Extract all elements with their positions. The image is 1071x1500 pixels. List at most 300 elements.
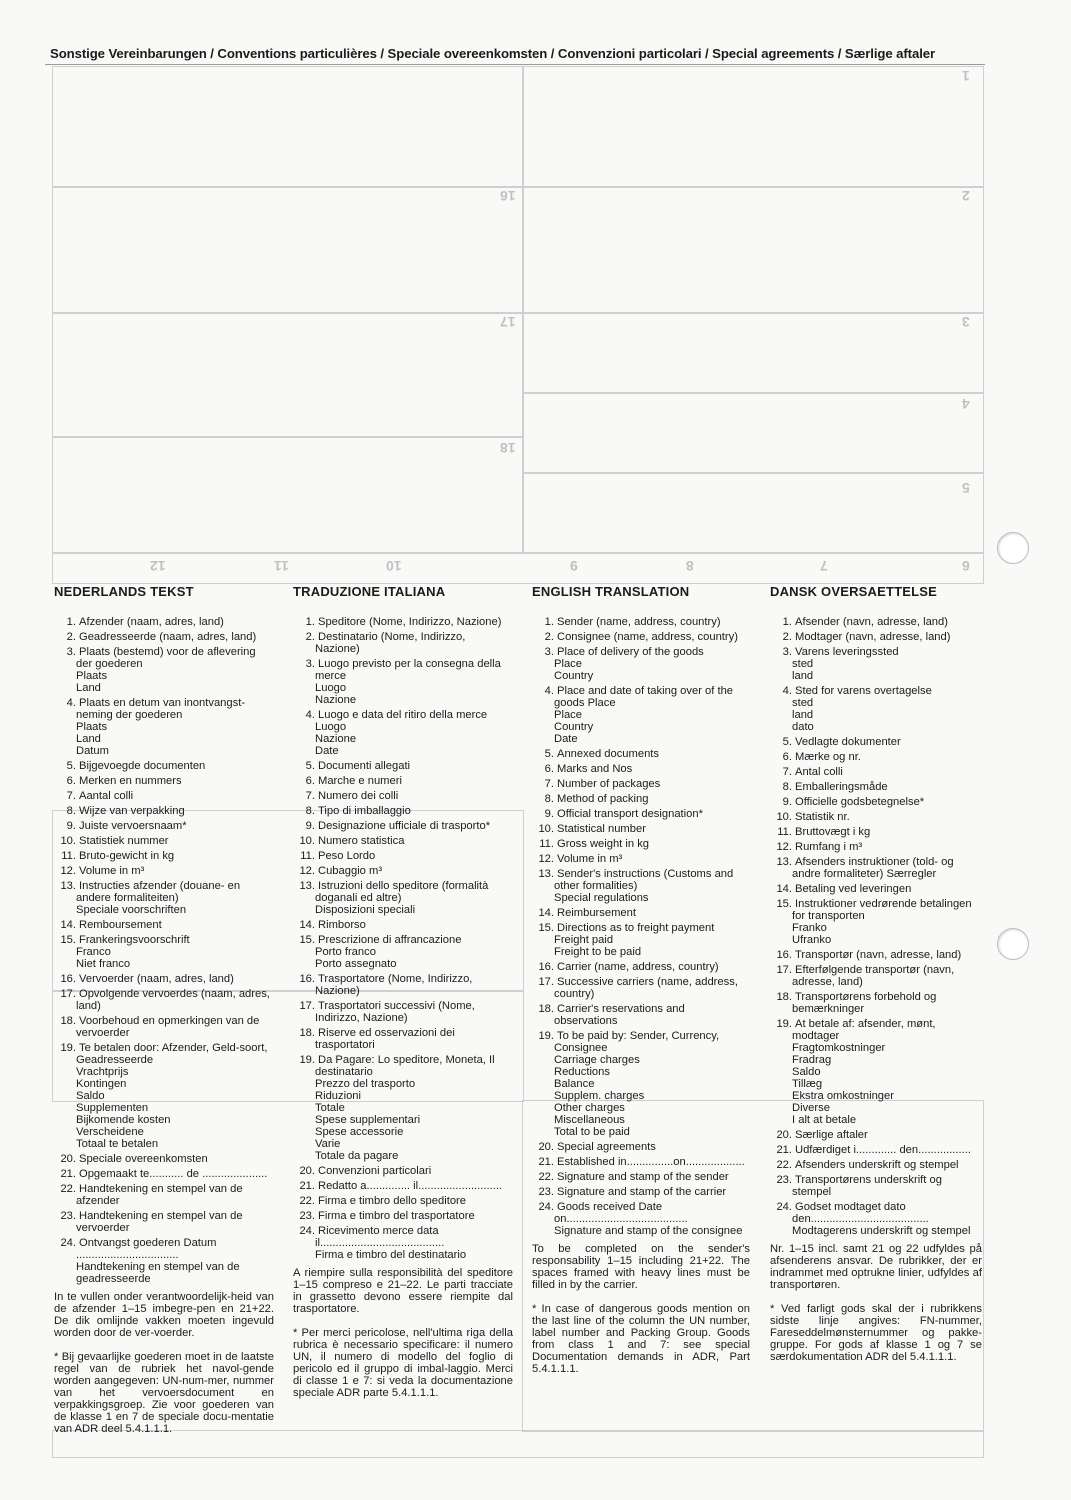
field-number: 7. (305, 790, 315, 802)
field-item (770, 1018, 982, 1126)
field-number: 4. (305, 709, 315, 721)
field-label: Number of packages (557, 778, 661, 790)
responsibility-note: Nr. 1–15 incl. samt 21 og 22 udfyldes på afsenderens ansvar. De rubrikker, der er indrammet med optrukne linier, udfyldes af transportøren. (770, 1243, 982, 1291)
field-label: Frankeringsvoorschrift (79, 934, 190, 946)
field-number: 7. (66, 790, 76, 802)
field-item (770, 796, 982, 808)
field-sublabel: Fradrag (792, 1054, 832, 1066)
field-label: Remboursement (79, 919, 162, 931)
field-label: Plaats en detum van inontvangst-neming der goederen (76, 697, 246, 721)
field-sublabel: Special regulations (554, 892, 649, 904)
field-number: 17. (776, 964, 792, 976)
field-number: 23. (60, 1210, 76, 1222)
field-sublabel: Total to be paid (554, 1126, 630, 1138)
field-label: Luogo e data del ritiro della merce (318, 709, 488, 721)
field-sublabel: Spese accessorie (315, 1126, 404, 1138)
field-label: Transportørens underskrift og stempel (792, 1174, 942, 1198)
field-item (770, 685, 982, 733)
field-sublabel: Porto franco (315, 946, 376, 958)
field-item (770, 898, 982, 946)
field-number: 22. (60, 1183, 76, 1195)
field-item (293, 973, 513, 997)
field-item (532, 868, 750, 904)
field-item (293, 1054, 513, 1162)
field-number: 2. (66, 631, 76, 643)
field-number: 11. (61, 850, 76, 862)
field-label: Convenzioni particolari (318, 1165, 432, 1177)
field-sublabel: Saldo (792, 1066, 821, 1078)
field-label: Marks and Nos (557, 763, 633, 775)
field-number: 18. (776, 991, 792, 1003)
field-item (293, 1000, 513, 1024)
field-sublabel: Place (554, 709, 582, 721)
field-item (770, 766, 982, 778)
ghost-box-right-5 (522, 472, 984, 554)
field-item (54, 1042, 274, 1150)
field-number: 7. (544, 778, 554, 790)
field-number: 18. (538, 1003, 554, 1015)
field-number: 5. (782, 736, 792, 748)
field-sublabel: Varie (315, 1138, 341, 1150)
ghost-number: 9 (570, 558, 578, 574)
field-label: Statistiek nummer (79, 835, 169, 847)
field-label: Handtekening en stempel van de vervoerder (76, 1210, 243, 1234)
field-item (293, 934, 513, 970)
field-number: 2. (305, 631, 315, 643)
field-number: 2. (544, 631, 554, 643)
field-list (770, 616, 982, 1237)
ghost-box-17 (52, 312, 524, 438)
field-item (532, 922, 750, 958)
field-item (54, 616, 274, 628)
field-label: Ontvangst goederen Datum (79, 1237, 217, 1249)
field-sublabel: Date (315, 745, 339, 757)
dangerous-goods-footnote: * Bij gevaarlijke goederen moet in de laatste regel van de rubriek het navol-gende worden aangegeven: UN-num-mer, nummer van het vervoersdocument en verpakkingsgroep. Zie voor goederen van de klasse 1 en 7 de speciale docu-mentatie van ADR deel 5.4.1.1.1. (54, 1351, 274, 1435)
field-item (54, 850, 274, 862)
field-label: To be paid by: Sender, Currency, Consignee (554, 1030, 720, 1054)
field-sublabel: Supplem. charges (554, 1090, 645, 1102)
field-label: Riserve ed osservazioni dei trasportatori (315, 1027, 455, 1051)
field-label: Successive carriers (name, address, country) (554, 976, 738, 1000)
field-number: 8. (66, 805, 76, 817)
field-sublabel: Kontingen (76, 1078, 127, 1090)
field-item (532, 1003, 750, 1027)
ghost-box-top-left (52, 66, 524, 188)
field-item (532, 808, 750, 820)
field-item (293, 850, 513, 862)
field-label: Speditore (Nome, Indirizzo, Nazione) (318, 616, 502, 628)
field-item (770, 1174, 982, 1198)
field-number: 12. (538, 853, 554, 865)
field-item (293, 1210, 513, 1222)
field-sublabel: Nazione (315, 733, 357, 745)
field-number: 19. (60, 1042, 76, 1054)
field-sublabel: sted (792, 697, 814, 709)
field-item (54, 820, 274, 832)
field-label: Annexed documents (557, 748, 659, 760)
field-label: Afsender (navn, adresse, land) (795, 616, 948, 628)
header-divider (45, 64, 985, 65)
field-item (770, 1129, 982, 1141)
field-list (293, 616, 513, 1261)
field-sublabel: Verscheidene (76, 1126, 144, 1138)
field-item (293, 1180, 513, 1192)
field-label: Geadresseerde (naam, adres, land) (79, 631, 257, 643)
field-label: Transportør (navn, adresse, land) (795, 949, 962, 961)
field-label: Merken en nummers (79, 775, 182, 787)
ghost-number: 17 (500, 314, 516, 330)
field-number: 7. (782, 766, 792, 778)
field-item (770, 1159, 982, 1171)
field-sublabel: Totale da pagare (315, 1150, 399, 1162)
field-item (770, 736, 982, 748)
field-label: Signature and stamp of the carrier (557, 1186, 727, 1198)
field-sublabel: Luogo (315, 682, 347, 694)
field-sublabel: Supplementen (76, 1102, 149, 1114)
field-item (293, 820, 513, 832)
field-label: Istruzioni dello speditore (formalità doganali ed altre) (315, 880, 489, 904)
field-label: Vedlagte dokumenter (795, 736, 901, 748)
field-sublabel: Signature and stamp of the consignee (554, 1225, 743, 1237)
field-item (532, 1201, 750, 1237)
field-label: Volume in m³ (79, 865, 145, 877)
field-item (293, 1195, 513, 1207)
field-sublabel: Country (554, 721, 594, 733)
ghost-number: 10 (386, 558, 402, 574)
field-label: Te betalen door: Afzender, Geld-soort, Geadresseerde (76, 1042, 268, 1066)
field-item (293, 1165, 513, 1177)
field-item (770, 751, 982, 763)
field-label: Bruto-gewicht in kg (79, 850, 175, 862)
field-item (293, 919, 513, 931)
field-label: Efterfølgende transportør (navn, adresse, land) (792, 964, 955, 988)
field-number: 12. (776, 841, 792, 853)
field-number: 3. (782, 646, 792, 658)
field-label: Sender's instructions (Customs and other formalities) (554, 868, 734, 892)
responsibility-note: To be completed on the sender's responsability 1–15 including 21+22. The spaces framed with heavy lines must be filled in by the carrier. (532, 1243, 750, 1291)
field-sublabel: Franko (792, 922, 827, 934)
field-sublabel: ................................. (76, 1249, 179, 1261)
field-sublabel: den...................................... (792, 1213, 929, 1225)
field-sublabel: dato (792, 721, 814, 733)
field-label: Plaats (bestemd) voor de aflevering der goederen (76, 646, 256, 670)
ghost-box-18 (52, 436, 524, 554)
field-item (54, 805, 274, 817)
ghost-number: 11 (274, 558, 289, 574)
field-item (770, 781, 982, 793)
field-item (54, 1183, 274, 1207)
ghost-number: 2 (962, 188, 970, 204)
field-label: Marche e numeri (318, 775, 402, 787)
field-item (54, 880, 274, 916)
column-dansk (770, 586, 982, 1363)
field-item (54, 1168, 274, 1180)
field-sublabel: Balance (554, 1078, 595, 1090)
field-item (532, 823, 750, 835)
field-number: 1. (782, 616, 792, 628)
field-item (54, 865, 274, 877)
field-number: 6. (782, 751, 792, 763)
field-item (770, 883, 982, 895)
field-label: Destinatario (Nome, Indirizzo, Nazione) (315, 631, 466, 655)
field-label: Goods received Date (557, 1201, 663, 1213)
field-label: At betale af: afsender, mønt, modtager (792, 1018, 936, 1042)
field-label: Bruttovægt i kg (795, 826, 871, 838)
field-number: 16. (60, 973, 76, 985)
field-number: 10. (299, 835, 315, 847)
field-label: Varens leveringssted (795, 646, 899, 658)
field-item (532, 1186, 750, 1198)
field-number: 15. (776, 898, 792, 910)
field-number: 16. (538, 961, 554, 973)
column-italiana (293, 586, 513, 1399)
field-number: 10. (60, 835, 76, 847)
field-item (54, 1210, 274, 1234)
field-label: Carrier (name, address, country) (557, 961, 719, 973)
field-label: Statistik nr. (795, 811, 850, 823)
column-heading: NEDERLANDS TEKST (54, 584, 194, 599)
column-english (532, 586, 750, 1375)
punch-hole-upper (997, 532, 1029, 564)
field-item (293, 760, 513, 772)
field-number: 8. (544, 793, 554, 805)
ghost-band-goods (52, 552, 984, 584)
field-label: Peso Lordo (318, 850, 376, 862)
field-sublabel: Totale (315, 1102, 345, 1114)
field-item (54, 1237, 274, 1285)
field-number: 5. (544, 748, 554, 760)
field-number: 4. (66, 697, 76, 709)
field-label: Sted for varens overtagelse (795, 685, 932, 697)
ghost-number: 1 (962, 68, 970, 84)
field-label: Special agreements (557, 1141, 656, 1153)
field-number: 3. (66, 646, 76, 658)
field-label: Signature and stamp of the sender (557, 1171, 729, 1183)
field-number: 20. (60, 1153, 76, 1165)
field-label: Numero statistica (318, 835, 405, 847)
field-item (770, 1201, 982, 1237)
field-sublabel: Handtekening en stempel van de geadresseerde (76, 1261, 240, 1285)
field-label: Aantal colli (79, 790, 134, 802)
field-number: 23. (776, 1174, 792, 1186)
field-item (770, 856, 982, 880)
field-number: 24. (60, 1237, 76, 1249)
field-item (54, 973, 274, 985)
field-number: 14. (60, 919, 76, 931)
field-item (293, 865, 513, 877)
field-number: 23. (538, 1186, 554, 1198)
field-sublabel: Date (554, 733, 578, 745)
field-sublabel: Ufranko (792, 934, 832, 946)
field-number: 21. (538, 1156, 554, 1168)
field-sublabel: Franco (76, 946, 111, 958)
field-number: 8. (782, 781, 792, 793)
field-item (293, 1225, 513, 1261)
field-label: Firma e timbro dello speditore (318, 1195, 466, 1207)
field-number: 21. (776, 1144, 792, 1156)
field-item (770, 949, 982, 961)
field-item (54, 760, 274, 772)
field-label: Redatto a.............. il........................... (318, 1180, 503, 1192)
field-sublabel: Plaats (76, 721, 108, 733)
field-item (770, 646, 982, 682)
punch-hole-lower (997, 928, 1029, 960)
field-list (54, 616, 274, 1285)
field-number: 21. (60, 1168, 76, 1180)
field-number: 4. (544, 685, 554, 697)
ghost-number: 7 (820, 558, 828, 574)
field-number: 19. (299, 1054, 315, 1066)
field-item (54, 631, 274, 643)
field-label: Place and date of taking over of the goods Place (554, 685, 734, 709)
field-number: 2. (782, 631, 792, 643)
field-number: 1. (66, 616, 76, 628)
field-label: Mærke og nr. (795, 751, 861, 763)
field-number: 4. (782, 685, 792, 697)
field-label: Instructies afzender (douane- en andere formaliteiten) (76, 880, 241, 904)
field-item (770, 826, 982, 838)
field-item (532, 853, 750, 865)
ghost-number: 5 (962, 480, 970, 496)
dangerous-goods-footnote: * Per merci pericolose, nell'ultima riga della rubrica è necessario specificare: il numero UN, il numero di modello del foglio di pericolo ed il gruppo di imbal-laggio. Merci di classe 1 e 7: si veda la documentazione speciale ADR parte 5.4.1.1.1. (293, 1327, 513, 1399)
field-number: 22. (776, 1159, 792, 1171)
field-item (293, 658, 513, 706)
field-number: 8. (305, 805, 315, 817)
field-number: 17. (60, 988, 76, 1000)
ghost-number: 6 (962, 558, 970, 574)
field-label: Wijze van verpakking (79, 805, 185, 817)
field-label: Speciale overeenkomsten (79, 1153, 208, 1165)
field-number: 24. (776, 1201, 792, 1213)
column-heading: DANSK OVERSAETTELSE (770, 584, 938, 599)
field-label: Da Pagare: Lo speditore, Moneta, Il destinatario (315, 1054, 495, 1078)
field-label: Bijgevoegde documenten (79, 760, 206, 772)
field-label: Emballeringsmåde (795, 781, 888, 793)
field-label: Firma e timbro del trasportatore (318, 1210, 475, 1222)
field-label: Betaling ved leveringen (795, 883, 912, 895)
field-label: Opvolgende vervoerdes (naam, adres, land) (76, 988, 270, 1012)
field-item (770, 841, 982, 853)
column-heading: ENGLISH TRANSLATION (532, 584, 690, 599)
ghost-box-right-top (522, 66, 984, 188)
field-item (770, 991, 982, 1015)
field-item (770, 1144, 982, 1156)
field-number: 11. (777, 826, 792, 838)
field-sublabel: Luogo (315, 721, 347, 733)
field-number: 15. (60, 934, 76, 946)
field-sublabel: Modtagerens underskrift og stempel (792, 1225, 971, 1237)
field-sublabel: Bijkomende kosten (76, 1114, 171, 1126)
field-item (54, 1015, 274, 1039)
field-item (293, 616, 513, 628)
field-sublabel: Fragtomkostninger (792, 1042, 886, 1054)
field-item (54, 646, 274, 694)
page-title: Sonstige Vereinbarungen / Conventions particulières / Speciale overeenkomsten / Convenzioni particolari / Special agreements / Særlige aftaler (50, 46, 936, 61)
field-number: 3. (544, 646, 554, 658)
field-item (532, 631, 750, 643)
field-item (532, 1156, 750, 1168)
field-sublabel: Plaats (76, 670, 108, 682)
field-item (532, 778, 750, 790)
field-label: Trasportatori successivi (Nome, Indirizzo, Nazione) (315, 1000, 475, 1024)
field-sublabel: Datum (76, 745, 109, 757)
field-number: 17. (538, 976, 554, 988)
dangerous-goods-footnote: * In case of dangerous goods mention on the last line of the column the UN number, label number and Packing Group. Goods from class 1 and 7: see special Documentation demands in ADR, Part 5.4.1.1.1. (532, 1303, 750, 1375)
field-item (293, 775, 513, 787)
field-number: 11. (300, 850, 315, 862)
field-number: 22. (299, 1195, 315, 1207)
ghost-box-right-4 (522, 392, 984, 474)
field-sublabel: Ekstra omkostninger (792, 1090, 894, 1102)
field-number: 18. (60, 1015, 76, 1027)
field-sublabel: Land (76, 733, 101, 745)
field-number: 10. (538, 823, 554, 835)
field-label: Antal colli (795, 766, 843, 778)
field-number: 9. (305, 820, 315, 832)
field-label: Afzender (naam, adres, land) (79, 616, 224, 628)
ghost-box-right-3 (522, 312, 984, 394)
field-sublabel: Freight paid (554, 934, 614, 946)
field-sublabel: Freight to be paid (554, 946, 642, 958)
field-item (293, 835, 513, 847)
field-number: 20. (776, 1129, 792, 1141)
field-sublabel: land (792, 709, 814, 721)
field-number: 22. (538, 1171, 554, 1183)
field-item (532, 907, 750, 919)
field-label: Place of delivery of the goods (557, 646, 704, 658)
field-item (770, 616, 982, 628)
field-sublabel: Porto assegnato (315, 958, 397, 970)
field-item (532, 976, 750, 1000)
field-item (532, 1171, 750, 1183)
field-number: 14. (776, 883, 792, 895)
field-number: 12. (60, 865, 76, 877)
field-sublabel: Disposizioni speciali (315, 904, 416, 916)
field-list (532, 616, 750, 1237)
field-label: Method of packing (557, 793, 649, 805)
field-sublabel: Firma e timbro del destinatario (315, 1249, 467, 1261)
field-number: 19. (538, 1030, 554, 1042)
field-number: 24. (538, 1201, 554, 1213)
field-label: Afsenders instruktioner (told- og andre formaliteter) Særregler (792, 856, 954, 880)
field-sublabel: sted (792, 658, 814, 670)
ghost-box-16 (52, 186, 524, 314)
field-sublabel: Prezzo del trasporto (315, 1078, 416, 1090)
field-sublabel: Diverse (792, 1102, 830, 1114)
field-item (770, 964, 982, 988)
field-item (54, 934, 274, 970)
column-nederlands (54, 586, 274, 1435)
field-number: 15. (299, 934, 315, 946)
field-number: 1. (544, 616, 554, 628)
field-item (532, 748, 750, 760)
field-number: 6. (66, 775, 76, 787)
field-sublabel: Country (554, 670, 594, 682)
field-label: Official transport designation* (557, 808, 703, 820)
field-item (532, 961, 750, 973)
field-number: 15. (538, 922, 554, 934)
field-label: Reimbursement (557, 907, 636, 919)
field-sublabel: Reductions (554, 1066, 610, 1078)
field-label: Numero dei colli (318, 790, 399, 802)
field-number: 11. (539, 838, 554, 850)
field-sublabel: Totaal te betalen (76, 1138, 159, 1150)
field-item (532, 685, 750, 745)
field-number: 14. (538, 907, 554, 919)
field-item (770, 631, 982, 643)
field-label: Instruktioner vedrørende betalingen for transporten (792, 898, 972, 922)
field-sublabel: Place (554, 658, 582, 670)
